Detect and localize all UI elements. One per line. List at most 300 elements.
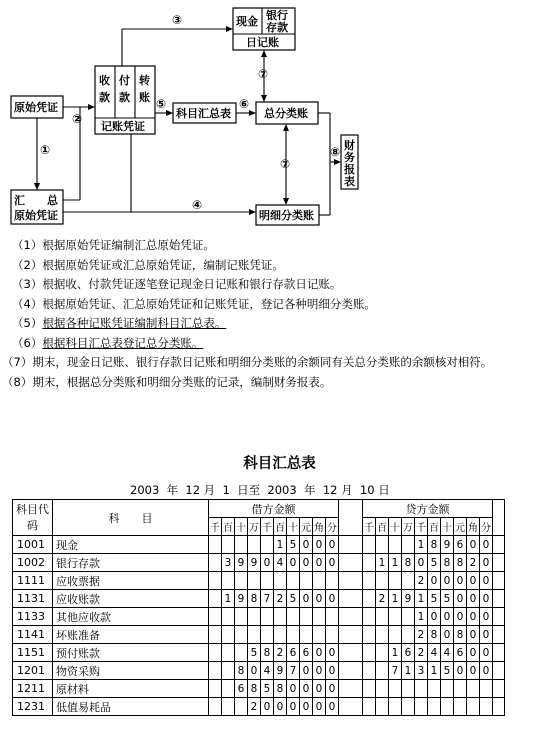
- original-voucher-label: 原始凭证: [14, 101, 58, 114]
- credit-digit: [376, 680, 389, 698]
- credit-digit: [441, 680, 454, 698]
- credit-digit: 1: [389, 554, 402, 572]
- account-code: 1211: [13, 680, 53, 698]
- debit-unit-4: 千: [261, 518, 274, 536]
- credit-digit: 8: [441, 554, 454, 572]
- spacer-cell: [493, 626, 505, 644]
- debit-digit: 1: [274, 536, 287, 554]
- account-name: 坏账准备: [53, 626, 209, 644]
- account-summary-table: [12, 499, 505, 716]
- credit-digit: 6: [454, 536, 467, 554]
- credit-digit: [363, 590, 376, 608]
- table-row: [13, 680, 505, 698]
- credit-digit: 0: [428, 572, 441, 590]
- credit-digit: 4: [441, 644, 454, 662]
- debit-digit: 2: [274, 644, 287, 662]
- credit-digit: [467, 698, 480, 716]
- summary-table-title: 科目汇总表: [243, 456, 316, 472]
- voucher-col-3-bottom: 账: [139, 91, 150, 104]
- spacer-cell: [493, 536, 505, 554]
- debit-digit: 0: [326, 536, 339, 554]
- credit-digit: 0: [415, 554, 428, 572]
- debit-digit: 0: [300, 590, 313, 608]
- credit-digit: 2: [415, 572, 428, 590]
- debit-digit: 0: [313, 644, 326, 662]
- credit-digit: 2: [415, 644, 428, 662]
- debit-digit: 6: [287, 644, 300, 662]
- credit-digit: [389, 698, 402, 716]
- credit-digit: 0: [441, 572, 454, 590]
- debit-digit: 0: [313, 698, 326, 716]
- step-1-text: （1）根据原始凭证编制汇总原始凭证。: [12, 238, 215, 252]
- credit-digit: [376, 698, 389, 716]
- step-7b-marker: ⑦: [280, 157, 291, 171]
- step-5-body: 根据各种记账凭证编制科目汇总表。: [42, 316, 227, 330]
- table-row: [13, 572, 505, 590]
- credit-digit: [363, 554, 376, 572]
- spacer-cell: [339, 698, 363, 716]
- debit-digit: [248, 626, 261, 644]
- summary-voucher-bottom-label: 原始凭证: [14, 209, 58, 222]
- debit-digit: [222, 680, 235, 698]
- debit-digit: 0: [261, 698, 274, 716]
- table-row: [13, 554, 505, 572]
- header-code: 科目代码: [13, 500, 53, 536]
- debit-digit: 5: [261, 680, 274, 698]
- step-5-text: [12, 314, 552, 334]
- table-row: [13, 644, 505, 662]
- credit-digit: 1: [415, 590, 428, 608]
- debit-digit: 9: [274, 662, 287, 680]
- debit-digit: [209, 644, 222, 662]
- debit-digit: 3: [222, 554, 235, 572]
- step-3-marker: ③: [172, 13, 183, 27]
- credit-digit: 1: [402, 662, 415, 680]
- debit-digit: 5: [287, 536, 300, 554]
- credit-unit-1: 百: [376, 518, 389, 536]
- voucher-col-2-bottom: 款: [119, 91, 130, 104]
- spacer-cell: [493, 590, 505, 608]
- header-row-1: [13, 500, 505, 518]
- debit-digit: [261, 626, 274, 644]
- spacer-cell: [339, 554, 363, 572]
- credit-digit: [428, 680, 441, 698]
- debit-digit: 9: [235, 554, 248, 572]
- debit-digit: 0: [326, 698, 339, 716]
- debit-unit-7: 元: [300, 518, 313, 536]
- debit-digit: [209, 590, 222, 608]
- credit-digit: [376, 644, 389, 662]
- step-5-marker: ⑤: [156, 97, 167, 111]
- debit-digit: 1: [222, 590, 235, 608]
- debit-digit: 6: [300, 644, 313, 662]
- voucher-label: 记账凭证: [101, 120, 145, 133]
- debit-unit-3: 万: [248, 518, 261, 536]
- account-name: 预付账款: [53, 644, 209, 662]
- table-row: [13, 698, 505, 716]
- spacer-cell: [493, 644, 505, 662]
- bank-label-top: 银行: [266, 9, 288, 22]
- debit-digit: [287, 572, 300, 590]
- account-name: 应收票据: [53, 572, 209, 590]
- account-summary-label: 科目汇总表: [176, 107, 231, 120]
- debit-digit: [209, 626, 222, 644]
- account-name: 应收账款: [53, 590, 209, 608]
- debit-digit: 8: [235, 662, 248, 680]
- voucher-col-2-top: 付: [119, 74, 130, 87]
- credit-digit: [363, 626, 376, 644]
- account-code: 1151: [13, 644, 53, 662]
- credit-digit: 2: [415, 626, 428, 644]
- credit-digit: [389, 608, 402, 626]
- bank-label-bottom: 存款: [266, 21, 288, 34]
- debit-digit: 0: [300, 698, 313, 716]
- credit-digit: [402, 626, 415, 644]
- credit-unit-2: 十: [389, 518, 402, 536]
- debit-digit: 7: [287, 662, 300, 680]
- credit-digit: 0: [467, 590, 480, 608]
- debit-digit: [209, 680, 222, 698]
- credit-digit: 4: [428, 644, 441, 662]
- credit-digit: 5: [441, 590, 454, 608]
- debit-digit: [326, 608, 339, 626]
- debit-digit: 0: [326, 590, 339, 608]
- credit-digit: 1: [389, 590, 402, 608]
- debit-digit: 0: [274, 698, 287, 716]
- credit-digit: 0: [480, 644, 493, 662]
- debit-digit: [222, 644, 235, 662]
- debit-digit: 0: [300, 554, 313, 572]
- step-1-marker: ①: [40, 143, 51, 157]
- credit-digit: [363, 644, 376, 662]
- account-name: 现金: [53, 536, 209, 554]
- credit-digit: [480, 698, 493, 716]
- flow-diagram: [0, 0, 559, 232]
- fs-char-3: 报: [344, 163, 355, 176]
- debit-digit: 0: [287, 698, 300, 716]
- debit-digit: [209, 572, 222, 590]
- spacer-cell: [339, 662, 363, 680]
- spacer-cell: [493, 680, 505, 698]
- debit-digit: [222, 662, 235, 680]
- debit-digit: [235, 626, 248, 644]
- subsidiary-ledger-label: 明细分类账: [259, 209, 314, 222]
- credit-digit: [441, 698, 454, 716]
- credit-digit: 0: [441, 626, 454, 644]
- spacer-cell: [493, 662, 505, 680]
- step-6-body: 根据科目汇总表登记总分类账。: [42, 335, 204, 350]
- debit-digit: 0: [300, 536, 313, 554]
- credit-digit: [415, 698, 428, 716]
- account-name: 物资采购: [53, 662, 209, 680]
- credit-digit: 8: [454, 554, 467, 572]
- debit-digit: 8: [274, 680, 287, 698]
- credit-digit: 0: [454, 572, 467, 590]
- credit-digit: 1: [428, 662, 441, 680]
- debit-digit: 9: [248, 554, 261, 572]
- credit-digit: 9: [441, 536, 454, 554]
- credit-digit: [454, 680, 467, 698]
- debit-digit: 0: [326, 644, 339, 662]
- credit-digit: 8: [428, 536, 441, 554]
- account-code: 1001: [13, 536, 53, 554]
- debit-digit: [313, 572, 326, 590]
- spacer-cell: [339, 626, 363, 644]
- debit-digit: [235, 536, 248, 554]
- debit-digit: [209, 536, 222, 554]
- credit-unit-7: 元: [454, 518, 467, 536]
- debit-digit: 8: [248, 680, 261, 698]
- debit-digit: [313, 608, 326, 626]
- step-2-marker: ②: [72, 112, 83, 126]
- credit-digit: 0: [454, 608, 467, 626]
- debit-digit: 8: [261, 644, 274, 662]
- debit-digit: [222, 626, 235, 644]
- credit-digit: [402, 536, 415, 554]
- credit-digit: 0: [467, 608, 480, 626]
- debit-digit: 0: [313, 554, 326, 572]
- voucher-col-1-bottom: 款: [99, 91, 110, 104]
- credit-digit: [415, 680, 428, 698]
- credit-digit: 8: [402, 554, 415, 572]
- table-row: [13, 608, 505, 626]
- debit-digit: 0: [287, 554, 300, 572]
- debit-digit: 0: [261, 554, 274, 572]
- debit-digit: 0: [313, 536, 326, 554]
- credit-digit: [402, 608, 415, 626]
- credit-digit: [402, 572, 415, 590]
- credit-digit: [389, 626, 402, 644]
- debit-digit: [209, 608, 222, 626]
- account-code: 1111: [13, 572, 53, 590]
- debit-digit: 0: [287, 680, 300, 698]
- header-credit: 贷方金额: [363, 500, 493, 518]
- header-spacer-2: [493, 500, 505, 536]
- step-4-text: （4）根据原始凭证、汇总原始凭证和记账凭证，登记各种明细分类账。: [12, 296, 376, 311]
- step-6-prefix: （6）: [12, 335, 43, 350]
- spacer-cell: [493, 572, 505, 590]
- header-debit: 借方金额: [209, 500, 339, 518]
- debit-digit: 4: [261, 662, 274, 680]
- credit-unit-6: 十: [441, 518, 454, 536]
- debit-digit: [235, 572, 248, 590]
- credit-digit: 0: [467, 644, 480, 662]
- credit-digit: 0: [467, 662, 480, 680]
- step-3-text: （3）根据收、付款凭证逐笔登记现金日记账和银行存款日记账。: [12, 277, 342, 291]
- credit-digit: [402, 680, 415, 698]
- debit-digit: 9: [235, 590, 248, 608]
- step-7-text: （7）期末，现金日记账、银行存款日记账和明细分类账的余额同有关总分类账的余额核对相符。: [2, 355, 493, 369]
- voucher-col-3-top: 转: [139, 74, 150, 87]
- spacer-cell: [493, 554, 505, 572]
- spacer-cell: [339, 680, 363, 698]
- credit-digit: [363, 536, 376, 554]
- credit-digit: [402, 698, 415, 716]
- credit-digit: 0: [467, 536, 480, 554]
- step-2-text: （2）根据原始凭证或汇总原始凭证，编制记账凭证。: [12, 257, 284, 272]
- account-code: 1002: [13, 554, 53, 572]
- credit-digit: 0: [480, 662, 493, 680]
- credit-digit: 0: [480, 536, 493, 554]
- account-code: 1133: [13, 608, 53, 626]
- debit-digit: 5: [287, 590, 300, 608]
- debit-digit: 2: [248, 698, 261, 716]
- credit-digit: 1: [415, 608, 428, 626]
- debit-digit: [248, 572, 261, 590]
- account-code: 1141: [13, 626, 53, 644]
- credit-digit: [454, 698, 467, 716]
- debit-digit: 0: [313, 662, 326, 680]
- credit-unit-9: 分: [480, 518, 493, 536]
- debit-digit: 7: [261, 590, 274, 608]
- spacer-cell: [493, 698, 505, 716]
- credit-digit: [363, 680, 376, 698]
- debit-digit: [287, 608, 300, 626]
- debit-unit-8: 角: [313, 518, 326, 536]
- procedure-steps: [2, 236, 552, 392]
- fs-char-4: 表: [344, 175, 355, 188]
- credit-digit: 5: [441, 662, 454, 680]
- debit-digit: 5: [248, 644, 261, 662]
- table-row: [13, 536, 505, 554]
- credit-unit-3: 万: [402, 518, 415, 536]
- step-4-marker: ④: [192, 198, 203, 212]
- credit-digit: [389, 680, 402, 698]
- debit-unit-6: 十: [287, 518, 300, 536]
- header-name: 科 目: [53, 500, 209, 536]
- debit-digit: 4: [274, 554, 287, 572]
- debit-unit-9: 分: [326, 518, 339, 536]
- credit-digit: 0: [480, 608, 493, 626]
- fs-char-1: 财: [344, 139, 355, 152]
- account-code: 1201: [13, 662, 53, 680]
- debit-digit: [235, 608, 248, 626]
- debit-digit: 0: [300, 680, 313, 698]
- credit-digit: 1: [389, 644, 402, 662]
- credit-digit: [376, 572, 389, 590]
- journal-label: 日记账: [246, 36, 279, 49]
- account-name: 低值易耗品: [53, 698, 209, 716]
- credit-digit: [363, 698, 376, 716]
- credit-unit-0: 千: [363, 518, 376, 536]
- debit-digit: [222, 698, 235, 716]
- credit-digit: [363, 662, 376, 680]
- credit-digit: [389, 572, 402, 590]
- credit-digit: 0: [454, 662, 467, 680]
- credit-digit: 2: [376, 590, 389, 608]
- credit-unit-8: 角: [467, 518, 480, 536]
- credit-digit: 0: [480, 626, 493, 644]
- debit-digit: [274, 626, 287, 644]
- spacer-cell: [339, 590, 363, 608]
- spacer-cell: [339, 536, 363, 554]
- credit-digit: 6: [454, 644, 467, 662]
- debit-digit: [300, 626, 313, 644]
- credit-digit: 5: [428, 590, 441, 608]
- debit-digit: [248, 608, 261, 626]
- debit-digit: [300, 608, 313, 626]
- debit-digit: 0: [326, 680, 339, 698]
- debit-digit: [274, 608, 287, 626]
- credit-digit: 3: [415, 662, 428, 680]
- debit-unit-2: 十: [235, 518, 248, 536]
- summary-table-body: [13, 536, 505, 716]
- credit-digit: 0: [467, 572, 480, 590]
- credit-digit: 2: [467, 554, 480, 572]
- step-7a-marker: ⑦: [258, 67, 269, 81]
- debit-unit-1: 百: [222, 518, 235, 536]
- table-row: [13, 590, 505, 608]
- account-name: 银行存款: [53, 554, 209, 572]
- debit-digit: 6: [235, 680, 248, 698]
- credit-digit: [480, 680, 493, 698]
- debit-digit: [209, 698, 222, 716]
- debit-digit: [261, 608, 274, 626]
- debit-digit: [287, 626, 300, 644]
- credit-unit-4: 千: [415, 518, 428, 536]
- debit-digit: 0: [326, 554, 339, 572]
- credit-digit: 1: [376, 554, 389, 572]
- credit-digit: 0: [480, 554, 493, 572]
- debit-digit: [326, 572, 339, 590]
- step-8-text: （8）期末，根据总分类账和明细分类账的记录，编制财务报表。: [2, 374, 332, 389]
- header-spacer-1: [339, 500, 363, 536]
- debit-digit: [222, 536, 235, 554]
- step-6-marker: ⑥: [239, 97, 250, 111]
- debit-digit: 0: [300, 662, 313, 680]
- spacer-cell: [339, 644, 363, 662]
- credit-digit: [428, 698, 441, 716]
- debit-digit: [222, 608, 235, 626]
- cash-label: 现金: [236, 15, 258, 28]
- debit-digit: 0: [326, 662, 339, 680]
- fs-char-2: 务: [344, 151, 355, 164]
- table-row: [13, 626, 505, 644]
- debit-digit: 2: [274, 590, 287, 608]
- credit-digit: 8: [454, 626, 467, 644]
- debit-digit: [209, 554, 222, 572]
- debit-digit: [274, 572, 287, 590]
- table-row: [13, 662, 505, 680]
- debit-digit: [326, 626, 339, 644]
- spacer-cell: [493, 608, 505, 626]
- debit-digit: 8: [248, 590, 261, 608]
- debit-digit: [313, 626, 326, 644]
- debit-digit: [235, 644, 248, 662]
- credit-digit: 8: [428, 626, 441, 644]
- credit-digit: [363, 608, 376, 626]
- debit-digit: [222, 572, 235, 590]
- credit-digit: [467, 680, 480, 698]
- summary-table-date-range: 2003 年 12 月 1 日至 2003 年 12 月 10 日: [130, 483, 390, 497]
- debit-digit: [248, 536, 261, 554]
- credit-digit: 0: [441, 608, 454, 626]
- debit-digit: [261, 572, 274, 590]
- credit-digit: [363, 572, 376, 590]
- debit-unit-0: 千: [209, 518, 222, 536]
- debit-digit: 0: [313, 680, 326, 698]
- credit-digit: [376, 536, 389, 554]
- credit-digit: 0: [467, 626, 480, 644]
- account-name: 原材料: [53, 680, 209, 698]
- account-code: 1131: [13, 590, 53, 608]
- step-8-marker: ⑧: [330, 145, 341, 159]
- debit-digit: 0: [313, 590, 326, 608]
- credit-digit: 0: [454, 590, 467, 608]
- debit-digit: [261, 536, 274, 554]
- account-name: 其他应收款: [53, 608, 209, 626]
- debit-digit: [300, 572, 313, 590]
